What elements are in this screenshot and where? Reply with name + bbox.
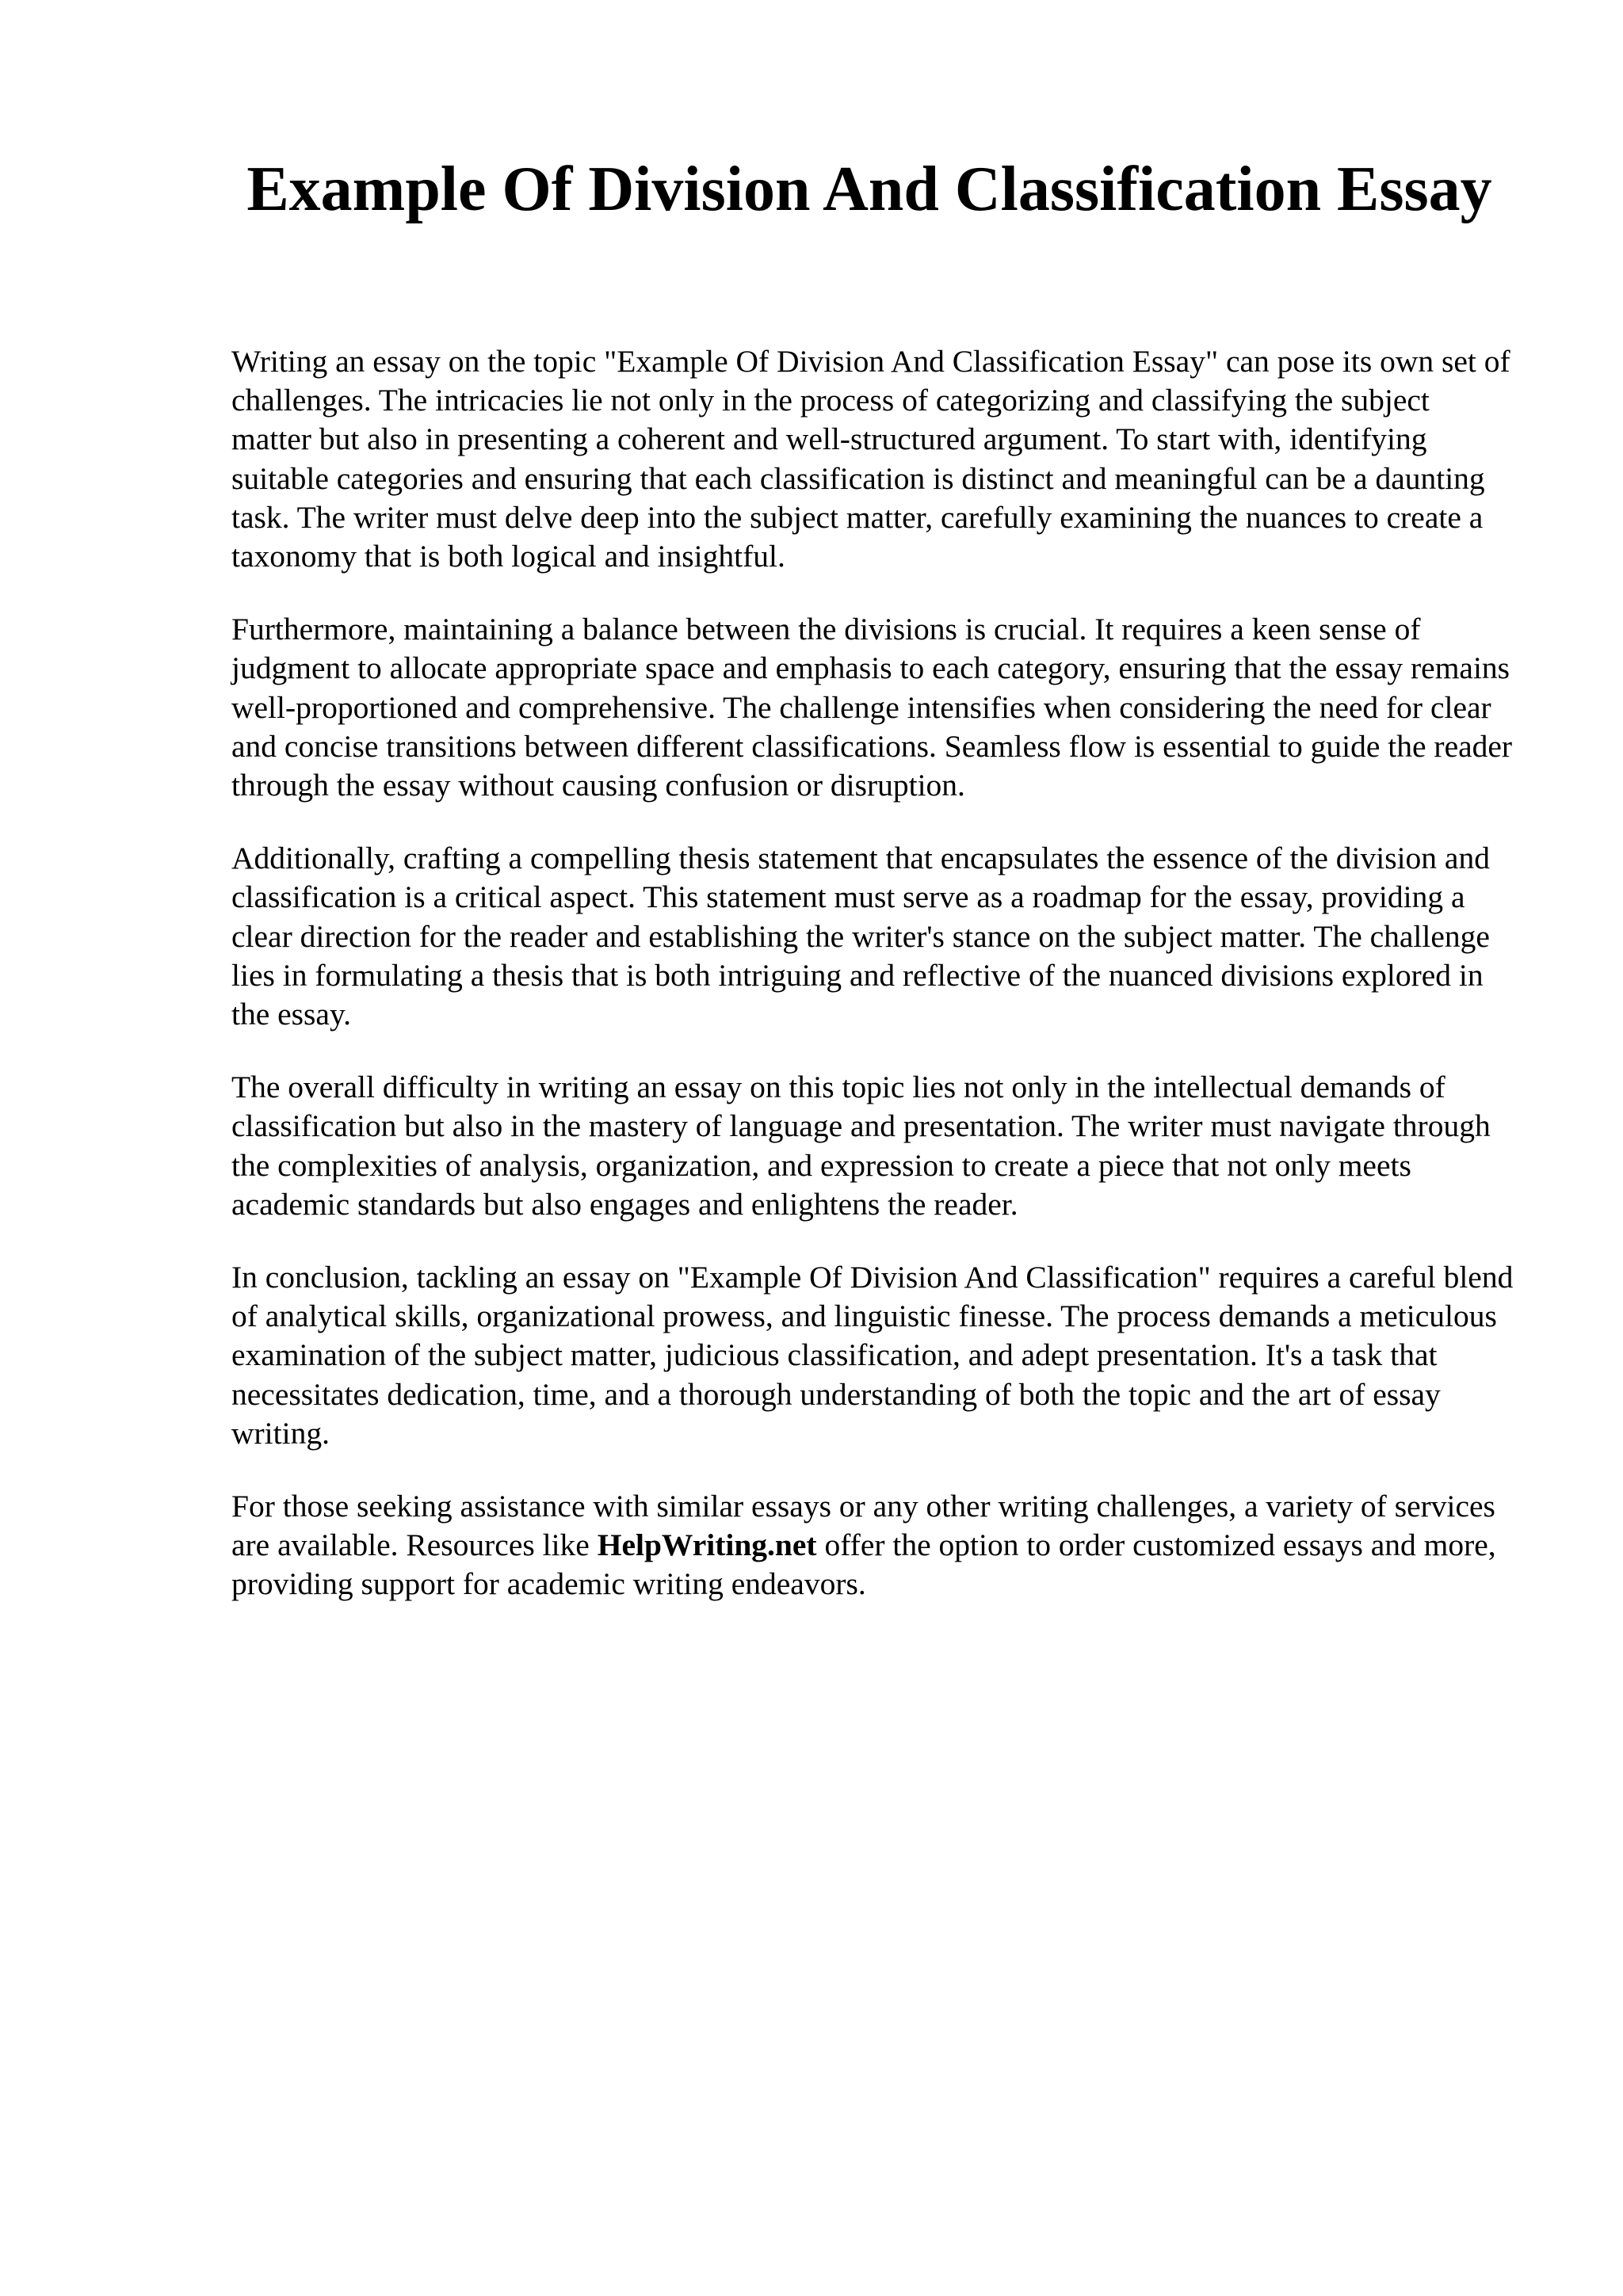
page-title: Example Of Division And Classification Essay — [246, 154, 1492, 224]
paragraph-3: Additionally, crafting a compelling thesis statement that encapsulates the essence of the division and classification is a critical aspect. This statement must serve as a roadmap for the essay, providing a clear direction for the reader and establishing the writer's stance on the subject matter. The challenge lies in formulating a thesis that is both intriguing and reflective of the nuanced divisions explored in the essay. — [231, 841, 1490, 1032]
closing-text-before-link: For those seeking assistance with similar essays or any other writing challenges, a variety of services are available. Resources like — [231, 1489, 1495, 1563]
helpwriting-link[interactable]: HelpWriting.net — [597, 1527, 817, 1563]
essay-body — [231, 342, 1515, 1638]
closing-text-after-link: offer the option to order customized essays and more, providing support for academic writing endeavors. — [231, 1527, 1496, 1602]
paragraph-1: Writing an essay on the topic "Example Of Division And Classification Essay" can pose its own set of challenges. The intricacies lie not only in the process of categorizing and classifying the subject matter but also in presenting a coherent and well-structured argument. To start with, identifying suitable categories and ensuring that each classification is distinct and meaningful can be a daunting task. The writer must delve deep into the subject matter, carefully examining the nuances to create a taxonomy that is both logical and insightful. — [231, 344, 1510, 574]
paragraph-5: In conclusion, tackling an essay on "Example Of Division And Classification" requires a careful blend of analytical skills, organizational prowess, and linguistic finesse. The process demands a meticulous examination of the subject matter, judicious classification, and adept presentation. It's a task that necessitates dedication, time, and a thorough understanding of both the topic and the art of essay writing. — [231, 1260, 1514, 1451]
paragraph-2: Furthermore, maintaining a balance between the divisions is crucial. It requires a keen sense of judgment to allocate appropriate space and emphasis to each category, ensuring that the essay remains well-proportioned and comprehensive. The challenge intensifies when considering the need for clear and concise transitions between different classifications. Seamless flow is essential to guide the reader through the essay without causing confusion or disruption. — [231, 612, 1513, 803]
paragraph-4: The overall difficulty in writing an essay on this topic lies not only in the intellectual demands of classification but also in the mastery of language and presentation. The writer must navigate through the complexities of analysis, organization, and expression to create a piece that not only meets academic standards but also engages and enlightens the reader. — [231, 1070, 1491, 1222]
paragraph-closing — [231, 1487, 1515, 1604]
